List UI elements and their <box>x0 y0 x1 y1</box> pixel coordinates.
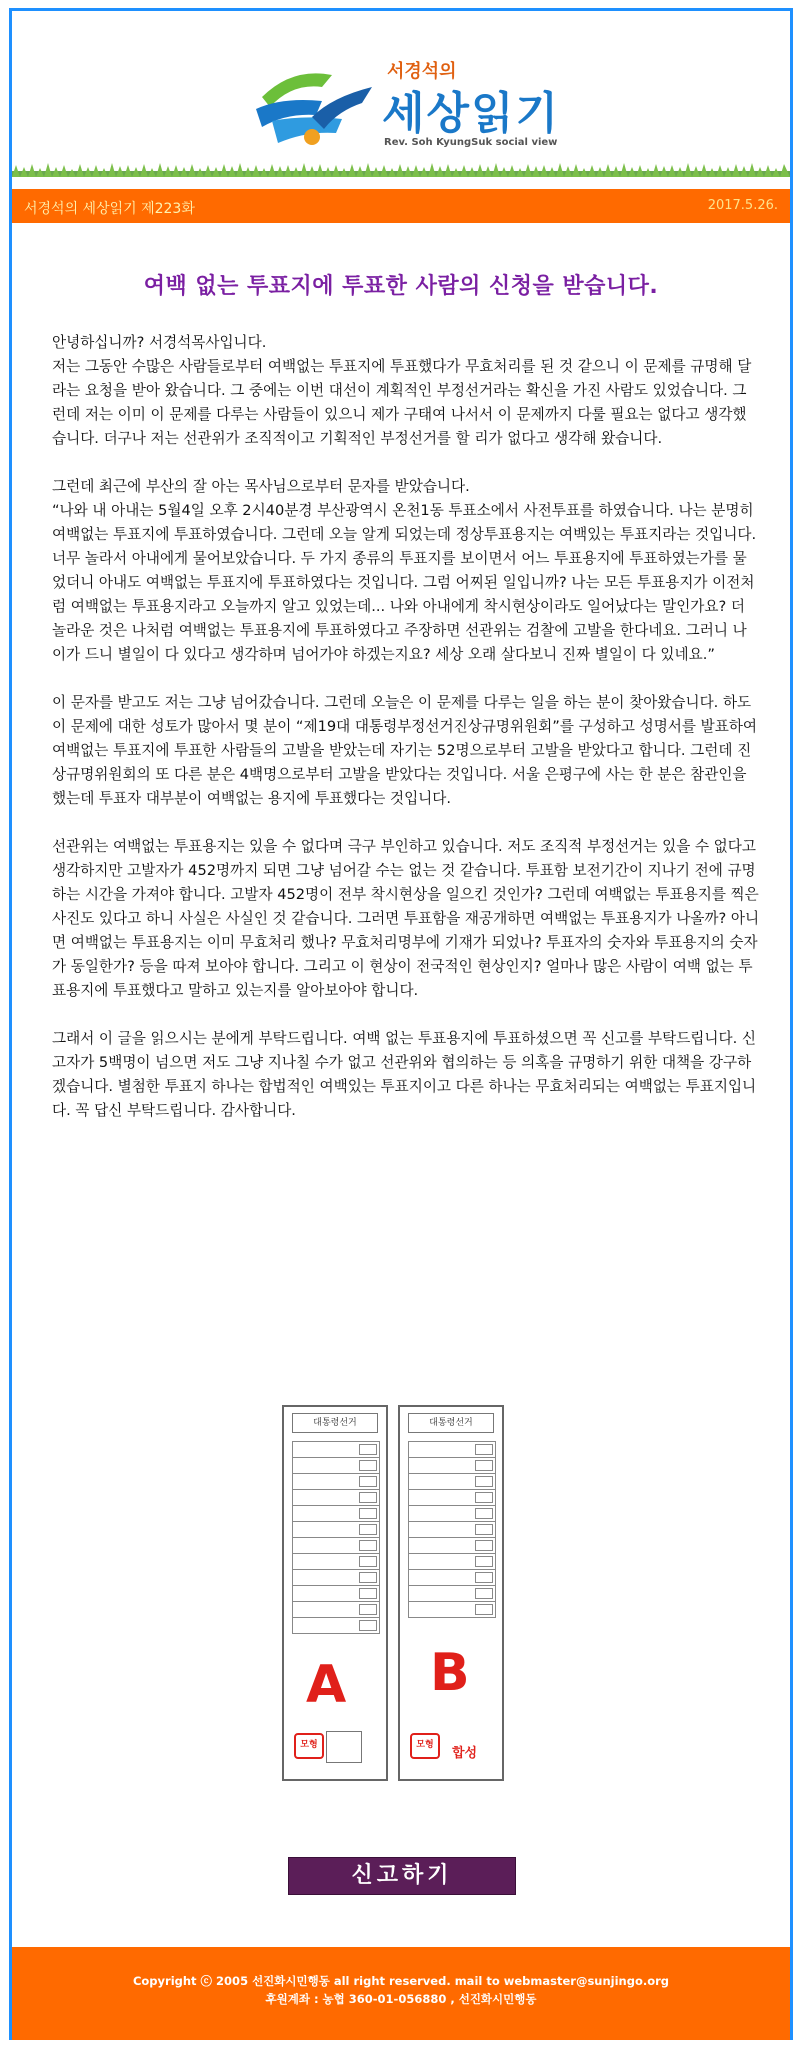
ballot-b-letter: B <box>430 1643 470 1703</box>
article-body <box>52 331 760 1147</box>
ballot-candidate-rows <box>408 1441 496 1611</box>
post-date: 2017.5.26. <box>707 198 778 213</box>
footer-account: 후원계좌 : 농협 360-01-056880 , 선진화시민행동 <box>265 1992 537 2006</box>
logo-mark-icon <box>252 57 382 153</box>
article-paragraph: 선관위는 여백없는 투표용지는 있을 수 없다며 극구 부인하고 있습니다. 저도 조직적 부정선거는 있을 수 없다고 생각하지만 고발자가 452명까지 되면 그냥 넘어갈 수는 없는 것 같습니다. 투표함 보전기간이 지나기 전에 규명하는 시간을 가져야 합니다. 고발자 452명이 전부 착시현상을 일으킨 것인가? 그런데 여백없는 투표용지를 찍은 사진도 있다고 하니 사실은 사실인 것 같습니다. 그러면 투표함을 재공개하면 여백없는 투표용지가 나올까? 아니면 여백없는 투표용지는 이미 무효처리 했나? 무효처리명부에 기재가 되었나? 투표자의 숫자와 투표용지의 숫자가 동일한가? 등을 따져 보아야 합니다. 그리고 이 현상이 전국적인 현상인지? 얼마나 많은 사람이 여백 없는 투표용지에 투표했다고 말하고 있는지를 알아보아야 합니다. <box>52 838 760 999</box>
site-logo[interactable] <box>252 57 582 157</box>
ballot-stamp: 모형 <box>294 1733 324 1759</box>
grass-divider <box>12 161 790 177</box>
ballot-b <box>398 1405 504 1781</box>
report-button[interactable]: 신고하기 <box>288 1857 516 1895</box>
article-paragraph: 그런데 최근에 부산의 잘 아는 목사님으로부터 문자를 받았습니다. “나와 내 아내는 5월4일 오후 2시40분경 부산광역시 온천1동 투표소에서 사전투표를 하였습니다. 나는 분명히 여백없는 투표지에 투표하였습니다. 그런데 오늘 알게 되었는데 정상투표용지는 여백있는 투표지라는 것입니다. 너무 놀라서 아내에게 물어보았습니다. 두 가지 종류의 투표지를 보이면서 어느 투표용지에 투표하였는가를 물었더니 아내도 여백없는 투표지에 투표하였다는 것입니다. 그럼 어찌된 일입니까? 나는 모든 투표용지가 이전처럼 여백없는 투표용지라고 오늘까지 알고 있었는데... 나와 아내에게 착시현상이라도 일어났다는 말인가요? 더 놀라운 것은 나처럼 여백없는 투표용지에 투표하였다고 주장하면 선관위는 검찰에 고발을 한다네요. 그러니 나이가 드니 별일이 다 있다고 생각하며 넘어가야 하겠는지요? 세상 오래 살다보니 진짜 별일이 다 있네요.” <box>52 478 757 663</box>
article-paragraph: 그래서 이 글을 읽으시는 분에게 부탁드립니다. 여백 없는 투표용지에 투표하셨으면 꼭 신고를 부탁드립니다. 신고자가 5백명이 넘으면 저도 그냥 지나칠 수가 없고 선관위와 협의하는 등 의혹을 규명하기 위한 대책을 강구하겠습니다. 별첨한 투표지 하나는 합법적인 여백있는 투표지이고 다른 하나는 무효처리되는 여백없는 투표지입니다. 꼭 답신 부탁드립니다. 감사합니다. <box>52 1030 757 1119</box>
ballot-seal: 합성 <box>452 1746 478 1761</box>
series-label: 서경석의 세상읽기 제223화 <box>24 201 195 217</box>
ballot-comparison-image <box>280 1395 510 1791</box>
ballot-candidate-rows <box>292 1441 380 1631</box>
ballot-header: 대통령선거 <box>408 1413 494 1433</box>
logo-title-text: 세상읽기 <box>382 88 561 139</box>
series-bar <box>12 189 790 223</box>
logo-subtitle: Rev. Soh KyungSuk social view <box>384 137 558 148</box>
page-frame <box>9 8 793 2040</box>
footer-copyright: Copyright ⓒ 2005 선진화시민행동 all right reserved. mail to webmaster@sunjingo.org <box>132 1974 670 1988</box>
ballot-stamp: 모형 <box>410 1733 440 1759</box>
ballot-a-letter: A <box>306 1655 347 1715</box>
footer <box>12 1947 790 2040</box>
ballot-a <box>282 1405 388 1781</box>
article-paragraph: 안녕하십니까? 서경석목사입니다. 저는 그동안 수많은 사람들로부터 여백없는 투표지에 투표했다가 무효처리를 된 것 같으니 이 문제를 규명해 달라는 요청을 받아 왔습니다. 그 중에는 이번 대선이 계획적인 부정선거라는 확신을 가진 사람도 있었습니다. 그런데 저는 이미 이 문제를 다루는 사람들이 있으니 제가 구태여 나서서 이 문제까지 다룰 필요는 없다고 생각했습니다. 더구나 저는 선관위가 조직적이고 기획적인 부정선거를 할 리가 없다고 생각해 왔습니다. <box>52 334 752 447</box>
ballot-header: 대통령선거 <box>292 1413 378 1433</box>
ballot-signature-box <box>326 1731 362 1763</box>
header <box>12 11 790 189</box>
article-paragraph: 이 문자를 받고도 저는 그냥 넘어갔습니다. 그런데 오늘은 이 문제를 다루는 일을 하는 분이 찾아왔습니다. 하도 이 문제에 대한 성토가 많아서 몇 분이 “제19대 대통령부정선거진상규명위원회”를 구성하고 성명서를 발표하여 여백없는 투표지에 투표한 사람들의 고발을 받았는데 자기는 52명으로부터 고발을 받았다고 합니다. 그런데 진상규명위원회의 또 다른 분은 4백명으로부터 고발을 받았다는 것입니다. 서울 은평구에 사는 한 분은 참관인을 했는데 투표자 대부분이 여백없는 용지에 투표했다는 것입니다. <box>52 694 758 807</box>
article-title: 여백 없는 투표지에 투표한 사람의 신청을 받습니다. <box>143 274 659 299</box>
logo-script-text: 서경석의 <box>387 61 457 82</box>
